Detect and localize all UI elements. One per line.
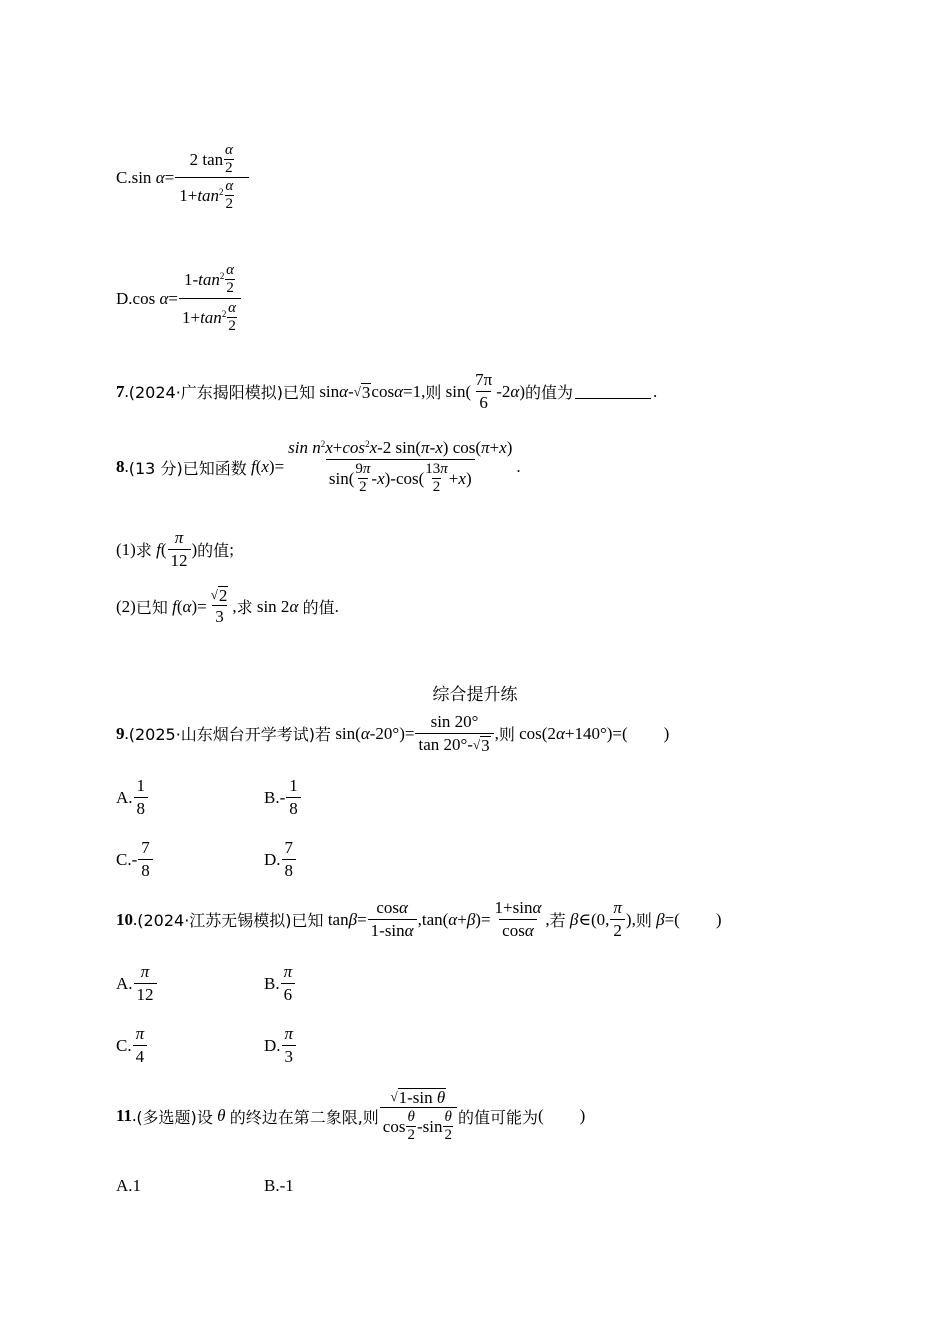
q6-option-d (116, 262, 242, 335)
q7-number: 7 (116, 381, 125, 401)
q10-option-c[interactable]: C. $\frac{\pi}{4}$ (116, 1024, 148, 1067)
section-heading: 综合提升练 (432, 685, 518, 705)
q11-option-a[interactable]: A.1 (116, 1176, 142, 1195)
q10-option-d[interactable]: D. $\frac{\pi}{3}$ (264, 1024, 297, 1067)
q6-c-fraction: 2 tan $\frac{\alpha}{2}$ 1+ tan $^2$ $\frac{\alpha}{2}$ (175, 142, 249, 213)
question-8: 8 . (13 分) 已知函数 f ( x )= sin n $^2$ x + cos $^2$ x -2 sin( π - x ) cos( π + x ) sin( $\frac{9\pi}{2}$ - x )-cos( $\frac{13\pi}{2}$ + x ) . (116, 438, 521, 495)
q8-number: 8 (116, 457, 125, 476)
q10-option-a[interactable]: A. $\frac{\pi}{12}$ (116, 962, 158, 1005)
question-10: 10 . (2024·江苏无锡模拟) 已知 tan β = cos α 1-sin α ,tan( α + β )= 1+sin α cos α , 若 β ∈(0, $\frac{\pi}{2}$ ), 则 β =( ) (116, 898, 722, 940)
q8-part-2: (2) 已知 f ( α )= √ 2 3 , 求 sin 2 α 的值 . (116, 586, 339, 626)
q9-option-b[interactable]: B. - $\frac{1}{8}$ (264, 776, 302, 819)
q10-fraction-2: 1+sin α cos α (494, 898, 542, 940)
q6-c-label: C.sin α= (116, 167, 175, 187)
q6-d-fraction: 1- tan $^2$ $\frac{\alpha}{2}$ 1+ tan $^2$ $\frac{\alpha}{2}$ (179, 262, 241, 335)
q9-option-c[interactable]: C. - $\frac{7}{8}$ (116, 838, 154, 881)
q7-answer-blank[interactable] (575, 384, 651, 399)
q10-fraction-3: $\frac{\pi}{2}$ (610, 898, 625, 941)
q10-fraction-1: cos α 1-sin α (368, 898, 417, 941)
q8-part1-fraction: $\frac{\pi}{12}$ (168, 528, 191, 571)
q9-option-a[interactable]: A. $\frac{1}{8}$ (116, 776, 149, 819)
q8-part2-fraction: √ 2 3 (210, 586, 228, 626)
q8-part-1: (1) 求 f ( $\frac{\pi}{12}$ ) 的值 ; (116, 528, 234, 570)
q10-option-b[interactable]: B. $\frac{\pi}{6}$ (264, 962, 296, 1005)
q10-number: 10 (116, 909, 133, 929)
q8-source: (13 分) (128, 458, 183, 478)
question-7: 7 . (2024·广东揭阳模拟) 已知 sin α - √ 3 cos α =1, 则 sin( $\frac{7\pi}{6}$ -2 α ) 的值为 . (116, 370, 658, 412)
q9-source: (2025·山东烟台开学考试) (128, 725, 316, 744)
question-9: 9 . (2025·山东烟台开学考试) 若 sin( α -20°)= sin 20° tan 20°- √ 3 , 则 cos(2 α +140°)=( ) (116, 712, 670, 755)
q7-fraction: $\frac{7\pi}{6}$ (475, 370, 493, 412)
q11-fraction: √ 1-sin θ cos $\frac{\theta}{2}$ -sin $\frac{\theta}{2}$ (380, 1088, 457, 1144)
q9-option-d[interactable]: D. $\frac{7}{8}$ (264, 838, 297, 881)
q6-d-label: D.cos α= (116, 288, 178, 308)
q7-source: (2024·广东揭阳模拟) (128, 383, 284, 402)
q9-fraction: sin 20° tan 20°- √ 3 (415, 712, 493, 755)
q6-option-c (116, 142, 250, 213)
sqrt-3: √ 3 (353, 382, 371, 402)
q8-function-fraction: sin n $^2$ x + cos $^2$ x -2 sin( π - x ) cos( π + x ) sin( $\frac{9\pi}{2}$ - x )-cos( $\frac{13\pi}{2}$ + x ) (288, 438, 513, 495)
q9-number: 9 (116, 723, 125, 743)
question-11: 11 . (多选题) 设 θ 的终边在第二象限,则 √ 1-sin θ cos $\frac{\theta}{2}$ -sin $\frac{\theta}{2}$ 的值可能为 ( ) (116, 1088, 586, 1143)
q11-option-b[interactable]: B.-1 (264, 1176, 294, 1195)
q11-source: (多选题) (136, 1107, 197, 1127)
q10-source: (2024·江苏无锡模拟) (137, 911, 292, 930)
q11-number: 11 (116, 1106, 133, 1125)
